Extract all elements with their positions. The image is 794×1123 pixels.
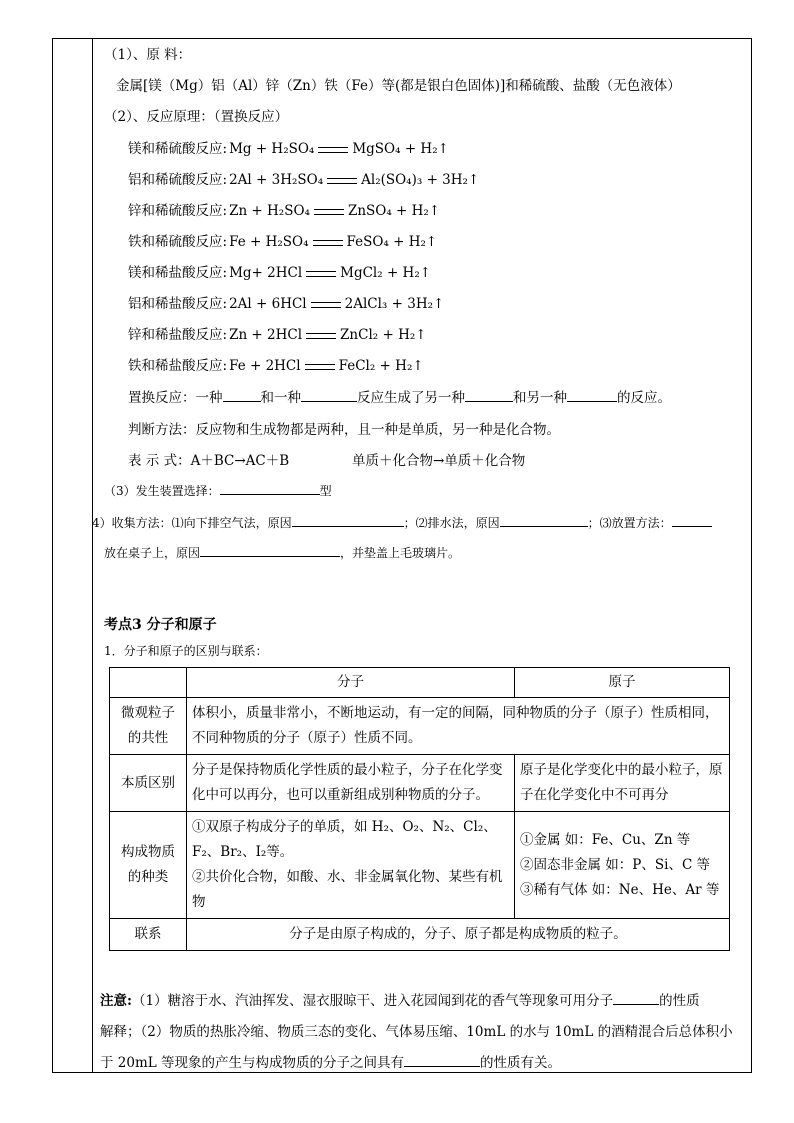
reaction-line: 镁和稀硫酸反应: Mg + H₂SO₄ MgSO₄ + H₂↑ <box>128 141 449 157</box>
note-line-3: 于 20mL 等现象的产生与构成物质的分子之间具有 的性质有关。 <box>100 1055 562 1071</box>
equals-sign-icon <box>313 240 343 246</box>
blank-collect-2[interactable] <box>500 514 588 527</box>
header-atom: 原子 <box>515 668 730 698</box>
equals-sign-icon <box>327 178 357 184</box>
equals-sign-icon <box>306 271 336 277</box>
left-column-divider <box>92 38 93 1073</box>
row-difference-atom: 原子是化学变化中的最小粒子，原子在化学变化中不可再分 <box>515 755 730 812</box>
equals-sign-icon <box>318 147 348 153</box>
point3-subtitle: 1．分子和原子的区别与联系： <box>104 644 268 658</box>
blank-collect-3[interactable] <box>672 514 712 527</box>
row-kinds-molecule: ①双原子构成分子的单质，如 H₂、O₂、N₂、Cl₂、F₂、Br₂、I₂等。 ②共价化合物，如酸、水、非金属氧化物、某些有机物 <box>187 812 515 919</box>
row-relation-text: 分子是由原子构成的，分子、原子都是构成物质的粒子。 <box>187 919 730 951</box>
blank-note-2[interactable] <box>404 1054 480 1067</box>
equals-sign-icon <box>311 302 341 308</box>
displacement-definition: 置换反应：一种 和一种 反应生成了另一种 和另一种 的反应。 <box>128 390 671 406</box>
blank-note-1[interactable] <box>613 992 659 1005</box>
blank-collect-1[interactable] <box>292 514 404 527</box>
row-difference-molecule: 分子是保持物质化学性质的最小粒子，分子在化学变化中可以再分，也可以重新组成别种物质的分子。 <box>187 755 515 812</box>
reaction-line: 铝和稀硫酸反应: 2Al + 3H₂SO₄ Al₂(SO₄)₃ + 3H₂↑ <box>128 172 480 188</box>
reaction-line: 锌和稀硫酸反应: Zn + H₂SO₄ ZnSO₄ + H₂↑ <box>128 203 441 219</box>
equals-sign-icon <box>306 333 336 339</box>
note-line-2: 解释；（2）物质的热胀冷缩、物质三态的变化、气体易压缩、10mL 的水与 10mL 的酒精混合后总体积小 <box>100 1024 733 1040</box>
equals-sign-icon <box>314 209 344 215</box>
row-difference-label: 本质区别 <box>110 755 187 812</box>
row-kinds-atom: ①金属 如：Fe、Cu、Zn 等 ②固态非金属 如：P、Si、C 等 ③稀有气体 如：Ne、He、Ar 等 <box>515 812 730 919</box>
blank-3[interactable] <box>465 389 513 402</box>
row-common-text: 体积小，质量非常小，不断地运动，有一定的间隔，同种物质的分子（原子）性质相同，不同种物质的分子（原子）性质不同。 <box>187 698 730 755</box>
molecule-atom-table <box>109 667 730 951</box>
blank-2[interactable] <box>301 389 357 402</box>
blank-1[interactable] <box>223 389 261 402</box>
principle-heading: （2）、反应原理：（置换反应） <box>104 109 289 125</box>
reaction-line: 铁和稀硫酸反应: Fe + H₂SO₄ FeSO₄ + H₂↑ <box>128 234 438 250</box>
blank-collect-4[interactable] <box>200 544 340 557</box>
collection-line-2: 放在桌子上，原因 ，并垫盖上毛玻璃片。 <box>104 546 461 560</box>
header-molecule: 分子 <box>187 668 515 698</box>
note-line-1: 注意:（1）糖溶于水、汽油挥发、湿衣服晾干、进入花园闻到花的香气等现象可用分子 的性质 <box>100 993 700 1009</box>
point3-title: 考点3 分子和原子 <box>104 617 217 633</box>
reaction-line: 锌和稀盐酸反应: Zn + 2HCl ZnCl₂ + H₂↑ <box>128 327 427 343</box>
apparatus-line: （3）发生装置选择： 型 <box>104 484 332 498</box>
row-relation-label: 联系 <box>110 919 187 951</box>
reaction-line: 铁和稀盐酸反应: Fe + 2HCl FeCl₂ + H₂↑ <box>128 358 424 374</box>
blank-4[interactable] <box>567 389 617 402</box>
raw-materials-heading: （1）、原 料： <box>104 47 192 63</box>
formula-expression: 表 示 式：A＋BC→AC＋B <box>128 453 290 469</box>
collection-line-1: 4）收集方法：⑴向下排空气法，原因 ；⑵排水法，原因 ；⑶放置方法： <box>92 514 712 532</box>
judge-method: 判断方法：反应物和生成物都是两种，且一种是单质，另一种是化合物。 <box>128 422 560 438</box>
blank-apparatus[interactable] <box>220 482 320 495</box>
equals-sign-icon <box>305 364 335 370</box>
formula-words: 单质＋化合物→单质＋化合物 <box>352 453 526 469</box>
reaction-line: 铝和稀盐酸反应: 2Al + 6HCl 2AlCl₃ + 3H₂↑ <box>128 296 445 312</box>
raw-materials-text: 金属[镁（Mg）铝（Al）锌（Zn）铁（Fe）等(都是银白色固体)]和稀硫酸、盐酸（无色液体） <box>116 78 681 94</box>
row-common-label: 微观粒子的共性 <box>110 698 187 755</box>
reaction-line: 镁和稀盐酸反应: Mg+ 2HCl MgCl₂ + H₂↑ <box>128 265 432 281</box>
row-kinds-label: 构成物质的种类 <box>110 812 187 919</box>
